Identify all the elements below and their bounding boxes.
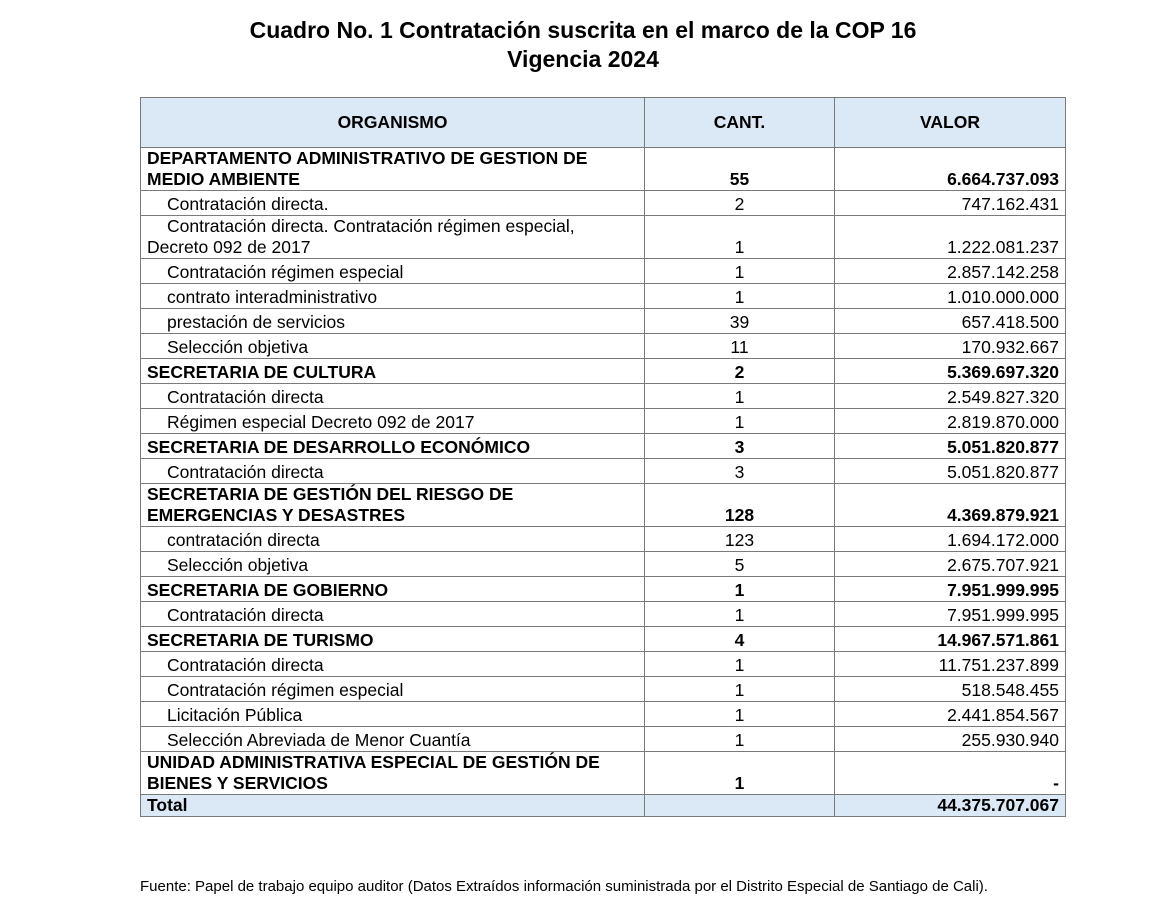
table-row <box>141 259 1066 284</box>
organismo-cell: DEPARTAMENTO ADMINISTRATIVO DE GESTION DE MEDIO AMBIENTE <box>141 148 645 191</box>
valor-cell: 255.930.940 <box>835 727 1066 752</box>
caption-line-1: Cuadro No. 1 Contratación suscrita en el marco de la COP 16 <box>249 17 917 43</box>
cant-cell: 39 <box>645 309 835 334</box>
table-row <box>141 702 1066 727</box>
valor-cell: - <box>835 752 1066 795</box>
cant-cell: 128 <box>645 484 835 527</box>
header-valor: VALOR <box>835 98 1066 148</box>
table-row <box>141 527 1066 552</box>
cant-cell: 4 <box>645 627 835 652</box>
cant-cell: 1 <box>645 577 835 602</box>
group-row <box>141 434 1066 459</box>
table-row <box>141 677 1066 702</box>
cant-cell: 2 <box>645 359 835 384</box>
organismo-cell: contratación directa <box>141 527 645 552</box>
header-cant: CANT. <box>645 98 835 148</box>
cant-cell: 1 <box>645 259 835 284</box>
table-row <box>141 216 1066 259</box>
header-organismo: ORGANISMO <box>141 98 645 148</box>
cant-cell: 1 <box>645 727 835 752</box>
cant-cell: 123 <box>645 527 835 552</box>
valor-cell: 2.675.707.921 <box>835 552 1066 577</box>
organismo-cell: Contratación régimen especial <box>141 259 645 284</box>
source-note: Fuente: Papel de trabajo equipo auditor (Datos Extraídos información suministrada por el Distrito Especial de Santiago de Cali). <box>140 878 988 895</box>
group-row <box>141 148 1066 191</box>
valor-cell: 6.664.737.093 <box>835 148 1066 191</box>
cant-cell: 1 <box>645 602 835 627</box>
group-row <box>141 359 1066 384</box>
valor-cell: 11.751.237.899 <box>835 652 1066 677</box>
cant-cell: 1 <box>645 752 835 795</box>
organismo-cell: SECRETARIA DE CULTURA <box>141 359 645 384</box>
valor-cell: 2.819.870.000 <box>835 409 1066 434</box>
cant-cell: 11 <box>645 334 835 359</box>
table-caption <box>0 16 1166 74</box>
organismo-cell: Selección objetiva <box>141 552 645 577</box>
organismo-cell: Contratación directa <box>141 652 645 677</box>
table-row <box>141 552 1066 577</box>
table-row <box>141 602 1066 627</box>
valor-cell: 170.932.667 <box>835 334 1066 359</box>
total-row <box>141 795 1066 817</box>
table-body <box>141 148 1066 795</box>
group-row <box>141 627 1066 652</box>
table-row <box>141 459 1066 484</box>
organismo-cell: SECRETARIA DE DESARROLLO ECONÓMICO <box>141 434 645 459</box>
cant-cell: 1 <box>645 702 835 727</box>
table-row <box>141 727 1066 752</box>
cant-cell: 1 <box>645 652 835 677</box>
valor-cell: 1.694.172.000 <box>835 527 1066 552</box>
cant-cell: 55 <box>645 148 835 191</box>
cant-cell: 2 <box>645 191 835 216</box>
organismo-cell: Contratación directa. <box>141 191 645 216</box>
valor-cell: 7.951.999.995 <box>835 577 1066 602</box>
valor-cell: 747.162.431 <box>835 191 1066 216</box>
organismo-cell: SECRETARIA DE GOBIERNO <box>141 577 645 602</box>
organismo-cell: SECRETARIA DE GESTIÓN DEL RIESGO DE EMERGENCIAS Y DESASTRES <box>141 484 645 527</box>
valor-cell: 5.051.820.877 <box>835 459 1066 484</box>
cant-cell: 1 <box>645 284 835 309</box>
cant-cell: 1 <box>645 216 835 259</box>
valor-cell: 2.857.142.258 <box>835 259 1066 284</box>
valor-cell: 2.441.854.567 <box>835 702 1066 727</box>
valor-cell: 14.967.571.861 <box>835 627 1066 652</box>
valor-cell: 7.951.999.995 <box>835 602 1066 627</box>
cant-cell: 3 <box>645 459 835 484</box>
organismo-cell: Régimen especial Decreto 092 de 2017 <box>141 409 645 434</box>
cant-cell: 1 <box>645 677 835 702</box>
cant-cell: 5 <box>645 552 835 577</box>
valor-cell: 518.548.455 <box>835 677 1066 702</box>
contracts-table <box>140 97 1066 817</box>
cant-cell: 3 <box>645 434 835 459</box>
table-row <box>141 284 1066 309</box>
total-valor: 44.375.707.067 <box>835 795 1066 817</box>
valor-cell: 657.418.500 <box>835 309 1066 334</box>
organismo-cell: Selección objetiva <box>141 334 645 359</box>
table-row <box>141 191 1066 216</box>
header-row <box>141 98 1066 148</box>
organismo-cell: Selección Abreviada de Menor Cuantía <box>141 727 645 752</box>
group-row <box>141 484 1066 527</box>
valor-cell: 5.369.697.320 <box>835 359 1066 384</box>
table-row <box>141 334 1066 359</box>
valor-cell: 1.010.000.000 <box>835 284 1066 309</box>
organismo-cell: Contratación directa <box>141 602 645 627</box>
organismo-cell: UNIDAD ADMINISTRATIVA ESPECIAL DE GESTIÓN DE BIENES Y SERVICIOS <box>141 752 645 795</box>
organismo-cell: SECRETARIA DE TURISMO <box>141 627 645 652</box>
group-row <box>141 577 1066 602</box>
caption-line-2: Vigencia 2024 <box>507 46 659 72</box>
organismo-cell: Contratación directa <box>141 384 645 409</box>
table-row <box>141 409 1066 434</box>
valor-cell: 1.222.081.237 <box>835 216 1066 259</box>
organismo-cell: Contratación régimen especial <box>141 677 645 702</box>
total-cant <box>645 795 835 817</box>
organismo-cell: Licitación Pública <box>141 702 645 727</box>
organismo-cell: Contratación directa <box>141 459 645 484</box>
valor-cell: 4.369.879.921 <box>835 484 1066 527</box>
table-row <box>141 384 1066 409</box>
group-row <box>141 752 1066 795</box>
valor-cell: 2.549.827.320 <box>835 384 1066 409</box>
total-label: Total <box>141 795 645 817</box>
organismo-cell: prestación de servicios <box>141 309 645 334</box>
table-row <box>141 652 1066 677</box>
valor-cell: 5.051.820.877 <box>835 434 1066 459</box>
table-row <box>141 309 1066 334</box>
organismo-cell: Contratación directa. Contratación régimen especial, Decreto 092 de 2017 <box>141 216 645 259</box>
cant-cell: 1 <box>645 384 835 409</box>
organismo-cell: contrato interadministrativo <box>141 284 645 309</box>
cant-cell: 1 <box>645 409 835 434</box>
